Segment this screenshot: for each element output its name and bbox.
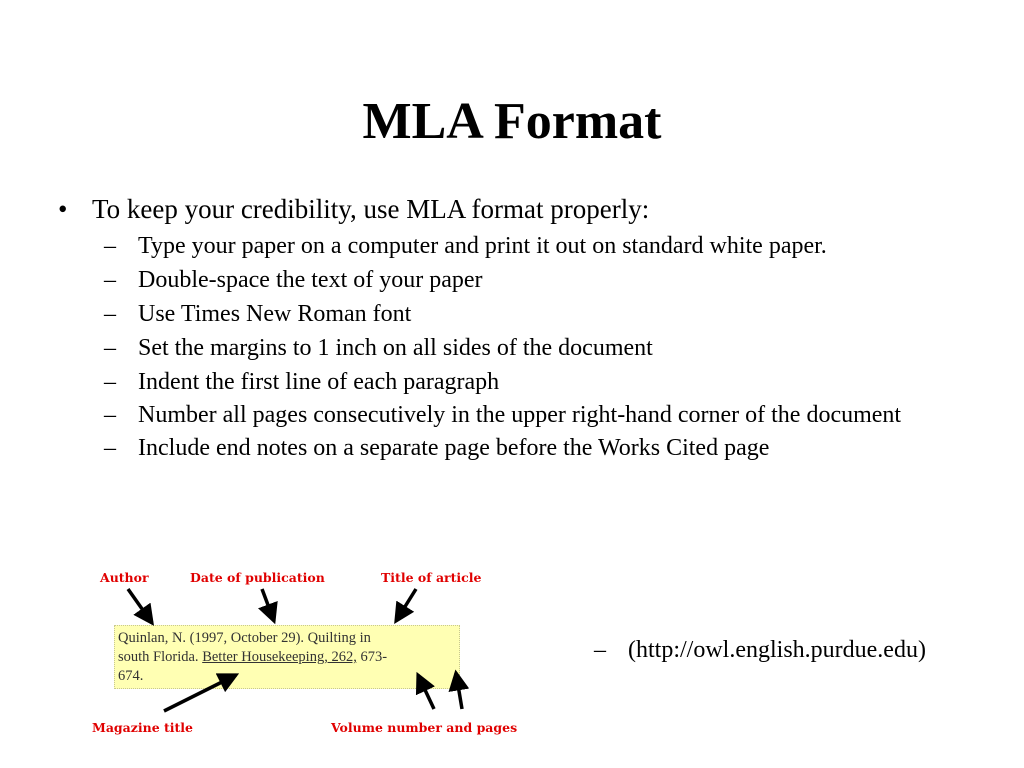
dash-marker: – [104, 301, 116, 327]
citation-line-3: 674. [118, 668, 144, 684]
dash-marker: – [104, 369, 116, 395]
citation-line-2-after: 673- [356, 649, 388, 665]
sub-bullet-text: Set the margins to 1 inch on all sides of the document [138, 335, 653, 361]
author-arrow [128, 589, 152, 623]
citation-example-figure [90, 565, 560, 750]
date-arrow [262, 589, 274, 621]
citation-line-1: Quinlan, N. (1997, October 29). Quilting in [118, 630, 371, 646]
main-bullet-list [58, 193, 978, 229]
magazine-title-arrow [164, 675, 236, 711]
slide-title: MLA Format [362, 92, 662, 150]
sub-bullet-text: Number all pages consecutively in the upper right-hand corner of the document [138, 402, 902, 428]
sub-bullet-item [104, 435, 974, 461]
bullet-marker: • [58, 194, 68, 224]
main-bullet [58, 193, 978, 225]
sub-bullet-item [104, 369, 974, 395]
main-bullet-text-after: format properly: [464, 194, 650, 224]
volume-pages-label: Volume number and pages [331, 720, 518, 735]
volume-arrow [418, 675, 434, 709]
dash-marker: – [104, 233, 116, 259]
source-dash: – [594, 637, 606, 663]
article-title-label: Title of article [381, 570, 482, 585]
dash-marker: – [104, 335, 116, 361]
citation-magazine-volume: Better Housekeeping, 262, [202, 649, 357, 665]
main-bullet-text-before: To keep your credibility, use [92, 194, 407, 224]
magazine-title-label: Magazine title [92, 720, 194, 735]
sub-bullet-text: Indent the first line of each paragraph [138, 369, 500, 395]
date-label: Date of publication [190, 570, 325, 585]
dash-marker: – [104, 267, 116, 293]
main-bullet-emph: MLA [406, 194, 465, 224]
article-title-arrow [396, 589, 416, 621]
source-line [594, 636, 926, 664]
sub-bullet-text: Include end notes on a separate page before the Works Cited page [138, 435, 770, 461]
pages-arrow [456, 673, 462, 709]
sub-bullet-item [104, 335, 974, 361]
citation-line-2-before: south Florida. [118, 649, 203, 665]
sub-bullet-item [104, 403, 974, 427]
sub-bullet-text: Use Times New Roman font [138, 301, 412, 327]
dash-marker: – [104, 435, 116, 461]
dash-marker: – [104, 402, 116, 428]
sub-bullet-list [104, 233, 974, 469]
sub-bullet-item [104, 267, 974, 293]
source-url: (http://owl.english.purdue.edu) [628, 637, 926, 663]
author-label: Author [100, 570, 149, 585]
sub-bullet-item [104, 301, 974, 327]
sub-bullet-text: Type your paper on a computer and print it out on standard white paper. [138, 233, 827, 259]
sub-bullet-item [104, 233, 974, 259]
sub-bullet-text: Double-space the text of your paper [138, 267, 483, 293]
